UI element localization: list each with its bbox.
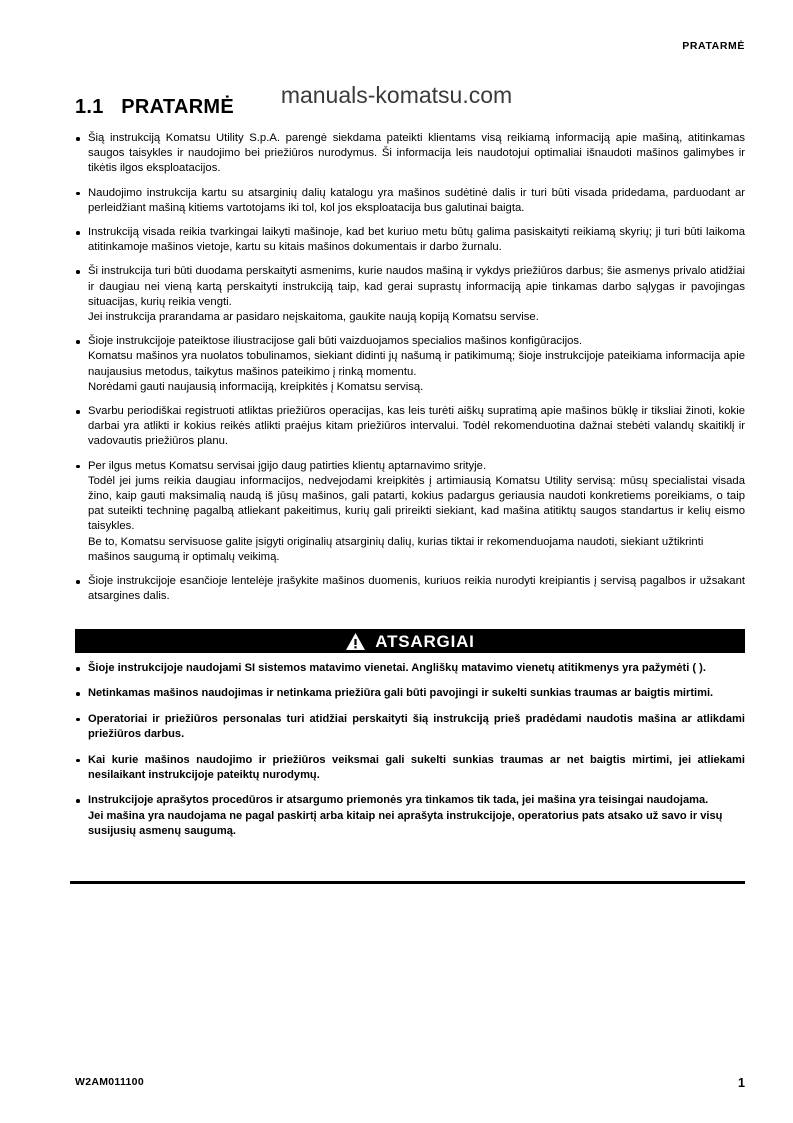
warning-triangle-icon [345,632,366,651]
paragraph: Instrukcijoje aprašytos procedūros ir atsargumo priemonės yra tinkamos tik tada, jei mašina yra teisingai naudojama. [88,794,709,807]
list-item [75,793,745,839]
list-item [75,404,745,450]
list-item [75,753,745,784]
paragraph: Kai kurie mašinos naudojimo ir priežiūros veiksmai gali sukelti sunkias traumas ar net baigtis mirtimi, jei atliekami nesilaikant instrukcijoje pateiktų nurodymų. [88,753,745,782]
list-item [75,225,745,255]
paragraph: Netinkamas mašinos naudojimas ir netinkama priežiūra gali būti pavojingi ir sukelti sunkias traumas ar baigtis mirtimi. [88,687,714,700]
footer-document-code: W2AM011100 [75,1076,144,1088]
paragraph: Todėl jei jums reikia daugiau informacijos, nedvejodami kreipkitės į artimiausią Komatsu Utility servisą: mūsų specialistai visada žino, kaip gauti maksimalią naudą iš jūsų mašinos, gali patarti, kokius padargus geriausia naudoti konkretiems poreikiams, o taip pat suteikti techninę pagalbą atliekant pakeitimus, kurių gali prireikti siekiant, kad mašina atitiktų saugos standartus ir kelių eismo taisykles. [88,474,745,533]
warning-banner [75,629,745,653]
paragraph: Jei instrukcija prarandama ar pasidaro neįskaitoma, gaukite naują kopiją Komatsu servise. [88,311,539,324]
footer-page-number: 1 [738,1076,745,1090]
running-head: PRATARMĖ [682,40,745,52]
watermark-text: manuals-komatsu.com [280,82,513,108]
paragraph: Jei mašina yra naudojama ne pagal paskirtį arba kitaip nei aprašyta instrukcijoje, operatorius pats atsako už savo ir visų susijusių asmenų saugumą. [88,809,723,838]
list-item [75,686,745,701]
paragraph: Naudojimo instrukcija kartu su atsarginių dalių katalogu yra mašinos sudėtinė dalis ir turi būti visada pridedama, parduodant ar perleidžiant mašiną kitiems vartotojams iki tol, kol jos eksploatacija bus galutinai baigta. [88,186,745,214]
paragraph: Instrukciją visada reikia tvarkingai laikyti mašinoje, kad bet kuriuo metu būtų galima pasiskaityti reikiamą skyrių; ji turi būti laikoma atitinkamoje mašinos vietoje, kartu su kitais mašinos dokumentais ir darbo žurnalu. [88,226,745,254]
warning-content [75,661,745,850]
paragraph: Šioje instrukcijoje pateiktose iliustracijose gali būti vaizduojamos specialios mašinos konfigūracijos. [88,335,583,348]
body-content [75,131,745,613]
list-item [75,574,745,604]
paragraph: Komatsu mašinos yra nuolatos tobulinamos, siekiant didinti jų našumą ir patikimumą; šioje instrukcijoje pateikiama informacija apie naujausius metodus, taikytus mašinos pateikimo į rinką momentu. [88,350,745,378]
page-title: 1.1 PRATARMĖ [75,96,235,118]
paragraph: Be to, Komatsu servisuose galite įsigyti originalių atsarginių dalių, kurias tiktai ir rekomenduojama naudoti, siekiant užtikrinti mašinos saugumą ir optimalų veikimą. [88,535,704,563]
list-item [75,661,745,676]
list-item [75,264,745,325]
list-item [75,131,745,177]
paragraph: Svarbu periodiškai registruoti atliktas priežiūros operacijas, kas leis turėti aiškų supratimą apie mašinos būklę ir tiksliai žinoti, kokie darbai yra atlikti ir kokius reikės atlikti praėjus kitam priežiūros intervalui. Todėl rekomenduotina dažnai stebėti valandų skaitiklį ir vadovautis priežiūros planu. [88,405,745,448]
warning-banner-label: ATSARGIAI [375,631,475,651]
list-item [75,712,745,743]
warning-bullet-list [75,661,745,840]
paragraph: Šią instrukciją Komatsu Utility S.p.A. parengė siekdama pateikti klientams visą reikiamą informaciją apie mašiną, atitinkamas saugos taisykles ir naudojimo bei priežiūros nurodymus. Ši informacija leis naudotojui optimaliai išnaudoti mašinos galimybes ir tikėtis ilgos eksploatacijos. [88,132,745,175]
paragraph: Norėdami gauti naujausią informaciją, kreipkitės į Komatsu servisą. [88,380,424,393]
list-item [75,334,745,395]
paragraph: Per ilgus metus Komatsu servisai įgijo daug patirties klientų aptarnavimo srityje. [88,459,487,472]
list-item [75,186,745,216]
paragraph: Ši instrukcija turi būti duodama perskaityti asmenims, kurie naudos mašiną ir vykdys priežiūros darbus; šie asmenys privalo atidžiai ir daugiau nei vieną kartą perskaityti instrukciją taip, kad gerai suprastų informaciją apie tinkamas darbo sąlygas ir pavojingas situacijas, kurių reikia vengti. [88,265,745,308]
paragraph: Operatoriai ir priežiūros personalas turi atidžiai perskaityti šią instrukciją prieš pradėdami naudotis mašina ar atlikdami priežiūros darbus. [88,712,745,741]
paragraph: Šioje instrukcijoje esančioje lentelėje įrašykite mašinos duomenis, kuriuos reikia nurodyti kreipiantis į servisą pagalbos ir užsakant atsargines dalis. [88,575,745,603]
body-bullet-list [75,131,745,604]
paragraph: Šioje instrukcijoje naudojami SI sistemos matavimo vienetai. Angliškų matavimo vienetų atitikmenys yra pažymėti ( ). [88,662,706,674]
list-item [75,459,745,565]
footer-divider [70,881,745,884]
